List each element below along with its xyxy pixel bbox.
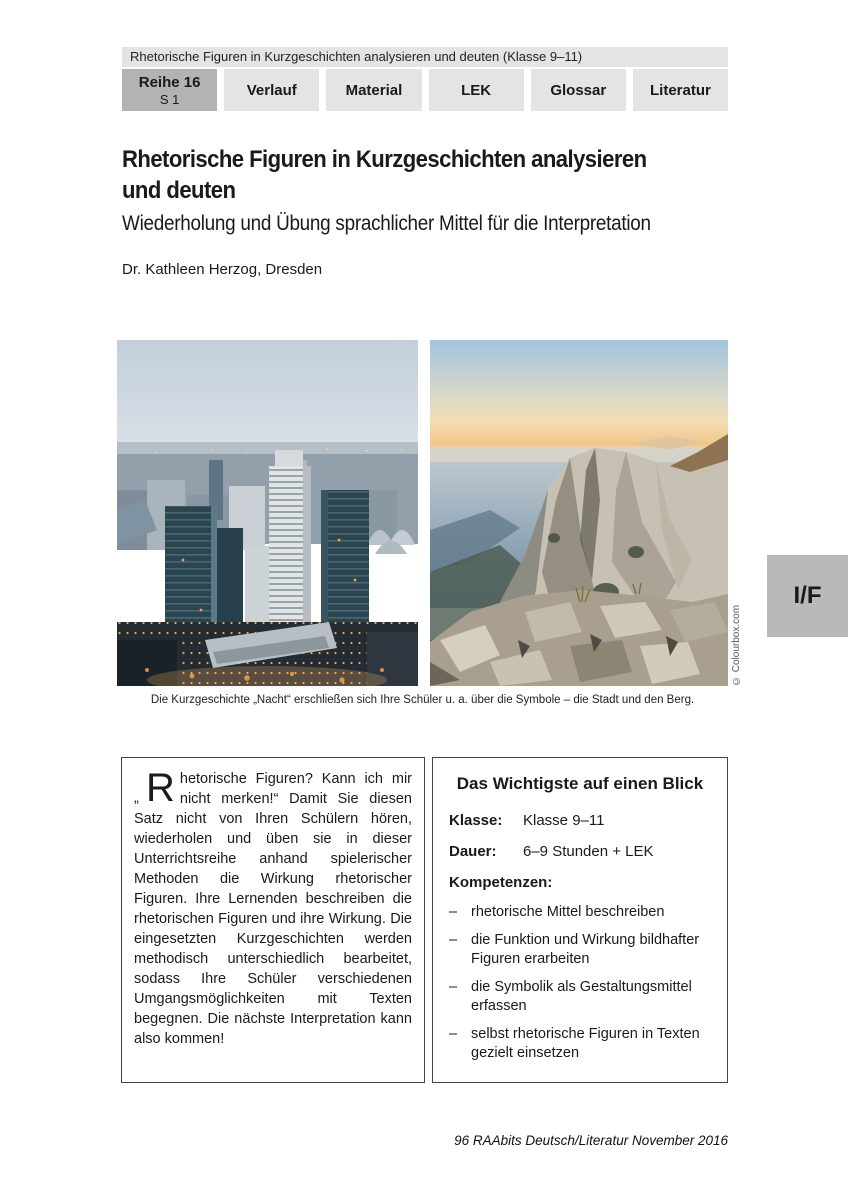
tab-reihe[interactable] [122,69,217,111]
footer-line: 96 RAAbits Deutsch/Literatur November 2016 [454,1133,728,1148]
photo-row [117,340,728,686]
photo-caption: Die Kurzgeschichte „Nacht“ erschließen sich Ihre Schüler u. a. über die Symbole – die Stadt und den Berg. [150,694,695,706]
competency-item [449,1025,711,1063]
page-title-line2: und deuten [122,177,236,204]
tab-literatur-label: Literatur [650,81,711,99]
competency-item [449,931,711,969]
tab-glossar-label: Glossar [550,81,607,99]
author-line: Dr. Kathleen Herzog, Dresden [122,261,323,278]
dash-bullet: – [449,932,458,948]
section-tabs [122,69,728,111]
dash-bullet: – [449,904,458,920]
tab-lek[interactable] [429,69,524,111]
competency-text: die Funktion und Wirkung bildhafter Figuren erarbeiten [471,932,700,967]
tab-glossar[interactable] [531,69,626,111]
intro-box [121,757,425,1083]
drop-cap: „ R [134,766,175,810]
info-row-klasse [449,812,711,829]
tab-literatur[interactable] [633,69,728,111]
series-title-bar: Rhetorische Figuren in Kurzgeschichten analysieren und deuten (Klasse 9–11) [122,47,728,67]
dash-bullet: – [449,979,458,995]
tab-lek-label: LEK [461,81,492,99]
open-quote: „ [134,790,139,806]
page-title-line1: Rhetorische Figuren in Kurzgeschichten analysieren [122,146,647,173]
page-subtitle: Wiederholung und Übung sprachlicher Mittel für die Interpretation [122,212,651,235]
tab-reihe-label: Reihe 16 [138,73,201,91]
competency-text: rhetorische Mittel beschreiben [471,904,665,920]
mountain-photo [430,340,728,686]
section-code-badge: I/F [767,555,848,637]
city-photo [117,340,418,686]
info-box-title: Das Wichtigste auf einen Blick [456,774,704,793]
tab-material-label: Material [345,81,403,99]
competency-text: die Symbolik als Gestaltungsmittel erfassen [471,979,692,1014]
competency-item [449,903,711,922]
title-block [122,144,734,278]
competency-item [449,978,711,1016]
dash-bullet: – [449,1026,458,1042]
tab-verlauf-label: Verlauf [246,81,297,99]
info-value-klasse: Klasse 9–11 [523,812,605,829]
photo-credit: © Colourbox.com [731,604,742,686]
info-label-klasse: Klasse: [449,812,503,829]
tab-reihe-sub: S 1 [159,91,180,107]
intro-text: „ R hetorische Figuren? Kann ich mir nicht merken!“ Damit Sie diesen Satz nicht von Ihren Schülern hören, wiederholen und üben sie in dieser Unterrichtsreihe anhand spielerischer Methoden die Wirkung rhetorischer Figuren. Ihre Lernenden beschreiben die rhetorischen Figuren und ihre Wirkung. Die eingesetzten Kurzgeschichten werden methodisch unterschiedlich bearbeitet, sodass Ihre Schüler verschiedenen Umgangsmöglichkeiten mit Texten begegnen. Die nächste Interpretation kann also kommen! [134,766,412,1047]
competencies-label: Kompetenzen: [449,874,553,891]
info-value-dauer: 6–9 Stunden + LEK [523,843,654,860]
tab-verlauf[interactable] [224,69,319,111]
info-label-dauer: Dauer: [449,843,497,860]
info-box [432,757,728,1083]
tab-material[interactable] [326,69,421,111]
competency-text: selbst rhetorische Figuren in Texten gezielt einsetzen [471,1026,700,1061]
info-row-dauer [449,843,711,860]
